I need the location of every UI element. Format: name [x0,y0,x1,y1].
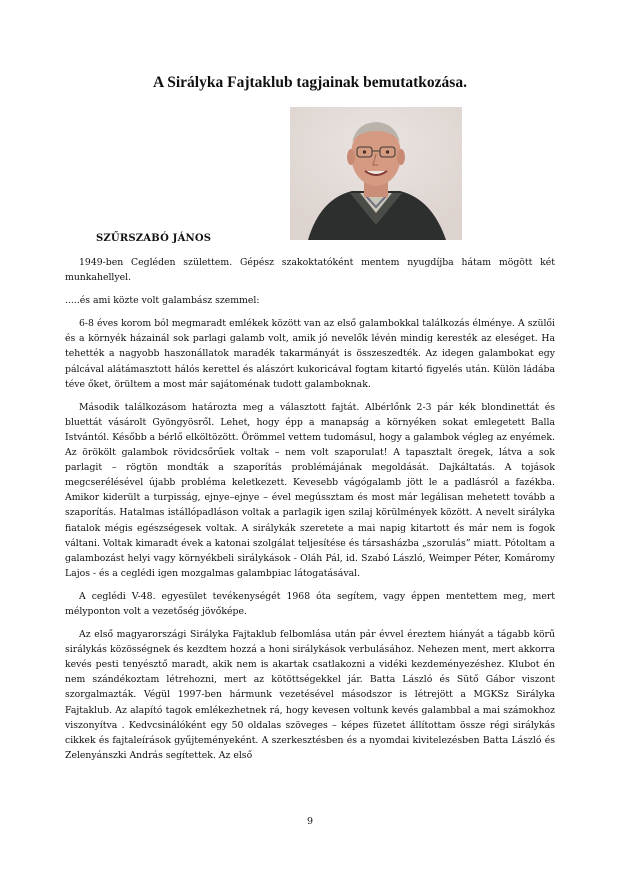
paragraph-childhood: 6-8 éves korom ból megmaradt emlékek között van az első galambokkal találkozás élménye. A szülői és a környék házainál sok parlagi galamb volt, amik jó nevelők lévén mindig keresték az eleséget. Ha tehették a nagyobb haszonállatok maradék takarmányát is összeszedték. Az idegen galambokat egy pálcával alátámasztott hálós kerettel és alászórt kukoricával fogtam kitartó figyelés után. Külön ládába téve őket, örültem a most már sajátoménak tudott galamboknak. [65,318,555,390]
author-portrait-photo [290,107,462,240]
page-number: 9 [306,816,314,827]
paragraph-intro: .....és ami közte volt galambász szemmel: [65,295,260,307]
article-body [65,255,555,771]
page-title: A Sirályka Fajtaklub tagjainak bemutatkozása. [153,74,467,91]
paragraph-breed-choice: Második találkozásom határozta meg a választott fajtát. Albérlőnk 2-3 pár kék blondinettát és bluettát vásárolt Gyöngyösről. Lehet, hogy épp a manapság a környéken sokat emlegetett Balla Istvántól. Később a bérlő elköltözött. Örömmel vettem tudomásul, hogy a galambok végleg az enyémek. Az örökölt galambok rövidcsőrűek voltak – nem volt szaporulat! A tapasztalt öregek, látva a sok parlagit – rögtön mondták a szaporítás problémájának megoldását. Dajkáltatás. A tojások megcserélésével újabb probléma keletkezett. Kevesebb vágógalamb jött le a padlásról a fazékba. Amikor kiderült a turpisság, ejnye–ejnye – ével megússztam és most már legálisan mehetett tovább a szaporítás. Hatalmas istállópadláson voltak a parlagik igen szilaj körülmények között. A nevelt sirályka fiatalok mégis egészségesek voltak. A sirálykák szeretete a mai napig kitartott és már nem is fogok váltani. Voltak kimaradt évek a katonai szolgálat teljesítése és társasházba „szorulás” miatt. Pótoltam a galambozást helyi vagy környékbeli sirálykások - Oláh Pál, id. Szabó László, Weimper Péter, Komáromy Lajos - és a ceglédi igen mozgalmas galambpiac látogatásával. [65,401,555,579]
paragraph-birth: 1949-ben Cegléden születtem. Gépész szakoktatóként mentem nyugdíjba hátam mögött két munkahellyel. [65,257,555,284]
portrait-illustration [290,107,462,240]
paragraph-club-founding: Az első magyarországi Sirályka Fajtaklub felbomlása után pár évvel éreztem hiányát a tágabb körű sirálykás közösségnek és kezdtem hozzá a honi sirálykások verbulásához. Nehezen ment, mert akkorra kevés pesti tenyésztő maradt, akik nem is akartak csatlakozni a vidéki kezdeményezéshez. Klubot én nem szándékoztam létrehozni, mert az kötöttségekkel jár. Batta László és Sütő Gábor viszont szorgalmazták. Végül 1997-ben hármunk vezetésével másodszor is létrejött a MGKSz Sirályka Fajtaklub. Az alapító tagok emlékezhetnek rá, hogy kevesen voltunk kevés galambbal a mai számokhoz viszonyítva . Kedvcsinálóként egy 50 oldalas szöveges – képes füzetet állítottam össze régi sirálykás cikkek és fajtaleírások gyűjteményeként. A szerkesztésben és a nyomdai kivitelezésben Batta László és Zelenyánszki András segítettek. Az első [65,629,555,761]
author-name: SZŰRSZABÓ JÁNOS [96,233,212,244]
paragraph-association: A ceglédi V-48. egyesület tevékenységét 1968 óta segítem, vagy éppen mentettem meg, mert mélyponton volt a vezetőség jövőképe. [65,590,555,617]
